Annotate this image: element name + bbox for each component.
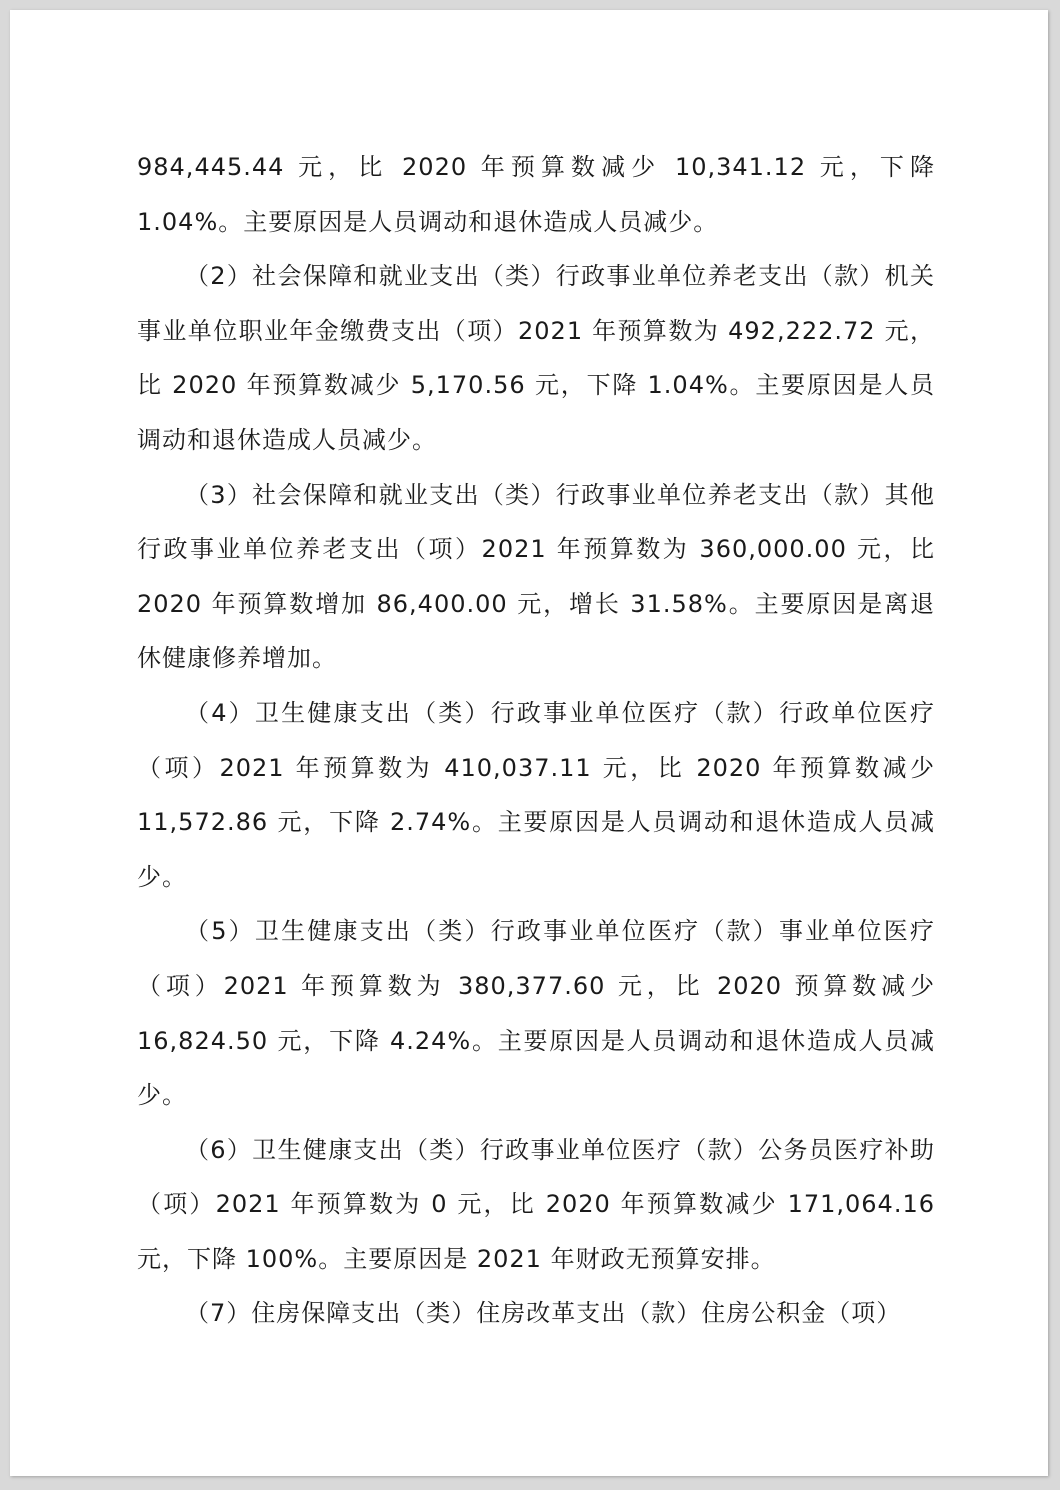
paragraph-item-6: （6）卫生健康支出（类）行政事业单位医疗（款）公务员医疗补助（项）2021 年预算数为 0 元，比 2020 年预算数减少 171,064.16 元，下降 100%。主要原因是 2021 年财政无预算安排。 [137,1135,935,1273]
document-body [137,140,935,1341]
paragraph-item-3: （3）社会保障和就业支出（类）行政事业单位养老支出（款）其他行政事业单位养老支出（项）2021 年预算数为 360,000.00 元，比 2020 年预算数增加 86,400.00 元，增长 31.58%。主要原因是离退休健康修养增加。 [137,480,935,673]
paragraph-item-4: （4）卫生健康支出（类）行政事业单位医疗（款）行政单位医疗（项）2021 年预算数为 410,037.11 元，比 2020 年预算数减少 11,572.86 元，下降 2.74%。主要原因是人员调动和退休造成人员减少。 [137,698,935,891]
paragraph-item-2: （2）社会保障和就业支出（类）行政事业单位养老支出（款）机关事业单位职业年金缴费支出（项）2021 年预算数为 492,222.72 元，比 2020 年预算数减少 5,170.56 元，下降 1.04%。主要原因是人员调动和退休造成人员减少。 [137,262,935,454]
paragraph-item-7: （7）住房保障支出（类）住房改革支出（款）住房公积金（项） [185,1299,902,1328]
document-page [10,10,1048,1476]
paragraph-item-5: （5）卫生健康支出（类）行政事业单位医疗（款）事业单位医疗（项）2021 年预算数为 380,377.60 元，比 2020 预算数减少 16,824.50 元，下降 4.24%。主要原因是人员调动和退休造成人员减少。 [137,917,935,1110]
paragraph-1-continuation: 984,445.44 元，比 2020 年预算数减少 10,341.12 元，下降 1.04%。主要原因是人员调动和退休造成人员减少。 [137,153,935,236]
